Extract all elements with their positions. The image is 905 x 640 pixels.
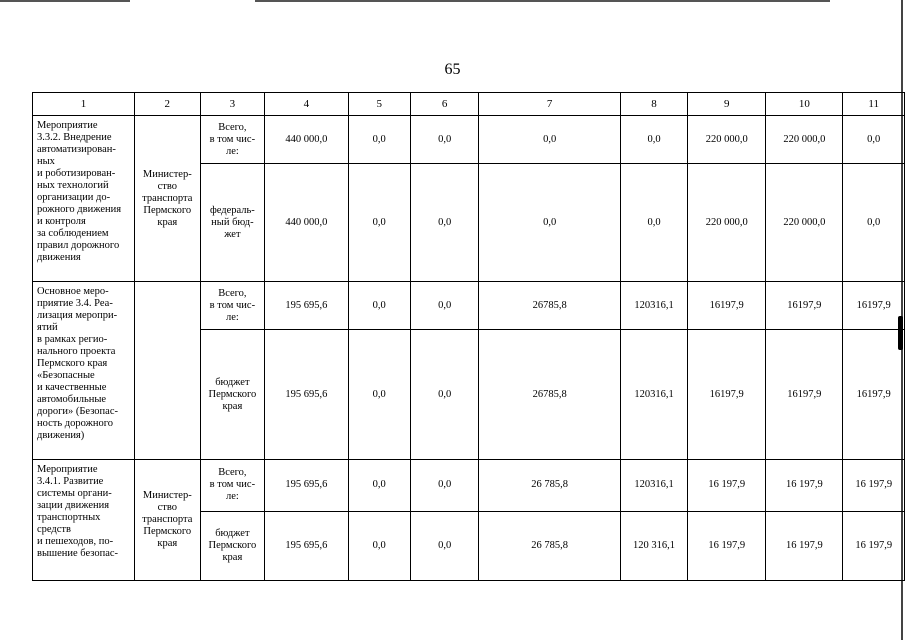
- value-cell: 0,0: [410, 330, 479, 460]
- funding-source: Всего, в том чис- ле:: [200, 116, 265, 164]
- funding-source: Всего, в том чис- ле:: [200, 460, 265, 512]
- value-cell: 0,0: [479, 116, 620, 164]
- column-header: 4: [265, 93, 348, 116]
- table-row: [33, 460, 905, 512]
- measure-name: Мероприятие 3.3.2. Внедрение автоматизирован- ных и роботизирован- ных технологий организации до- рожного движения и контроля за соблюдением правил дорожного движения: [33, 116, 135, 282]
- page-number: 65: [444, 61, 461, 78]
- column-header: 3: [200, 93, 265, 116]
- value-cell: 195 695,6: [265, 511, 348, 580]
- value-cell: 0,0: [348, 164, 410, 282]
- value-cell: 440 000,0: [265, 116, 348, 164]
- value-cell: 0,0: [348, 330, 410, 460]
- column-header: 8: [620, 93, 687, 116]
- value-cell: 16197,9: [688, 330, 766, 460]
- value-cell: 0,0: [348, 460, 410, 512]
- executor-cell: [134, 282, 200, 460]
- value-cell: 220 000,0: [766, 164, 843, 282]
- value-cell: 16 197,9: [688, 460, 766, 512]
- value-cell: 16 197,9: [843, 511, 905, 580]
- value-cell: 0,0: [843, 116, 905, 164]
- column-header: 7: [479, 93, 620, 116]
- value-cell: 0,0: [410, 282, 479, 330]
- table-row: [33, 116, 905, 164]
- value-cell: 120316,1: [620, 330, 687, 460]
- value-cell: 16 197,9: [766, 460, 843, 512]
- executor-cell: Министер- ство транспорта Пермского края: [134, 116, 200, 282]
- funding-source: бюджет Пермского края: [200, 511, 265, 580]
- value-cell: 220 000,0: [688, 116, 766, 164]
- column-header: 2: [134, 93, 200, 116]
- value-cell: 120 316,1: [620, 511, 687, 580]
- column-number-row: [33, 93, 905, 116]
- value-cell: 0,0: [348, 116, 410, 164]
- value-cell: 26785,8: [479, 282, 620, 330]
- funding-source: федераль- ный бюд- жет: [200, 164, 265, 282]
- value-cell: 0,0: [620, 164, 687, 282]
- measure-name: [33, 460, 135, 581]
- column-header: 5: [348, 93, 410, 116]
- column-header: 6: [410, 93, 479, 116]
- value-cell: 26785,8: [479, 330, 620, 460]
- value-cell: 440 000,0: [265, 164, 348, 282]
- funding-source: Всего, в том чис- ле:: [200, 282, 265, 330]
- scan-edge-line: [255, 0, 830, 2]
- value-cell: 16197,9: [843, 330, 905, 460]
- value-cell: 16 197,9: [766, 511, 843, 580]
- value-cell: 16197,9: [766, 330, 843, 460]
- value-cell: 0,0: [620, 116, 687, 164]
- value-cell: 16 197,9: [688, 511, 766, 580]
- value-cell: 220 000,0: [688, 164, 766, 282]
- value-cell: 26 785,8: [479, 511, 620, 580]
- value-cell: 120316,1: [620, 460, 687, 512]
- column-header: 10: [766, 93, 843, 116]
- value-cell: 195 695,6: [265, 282, 348, 330]
- value-cell: 0,0: [348, 511, 410, 580]
- column-header: 1: [33, 93, 135, 116]
- scan-edge-line: [0, 0, 130, 2]
- value-cell: 16 197,9: [843, 460, 905, 512]
- value-cell: 16197,9: [688, 282, 766, 330]
- value-cell: 0,0: [410, 460, 479, 512]
- table-row: [33, 282, 905, 330]
- funding-source: бюджет Пермского края: [200, 330, 265, 460]
- value-cell: 16197,9: [843, 282, 905, 330]
- value-cell: 16197,9: [766, 282, 843, 330]
- value-cell: 220 000,0: [766, 116, 843, 164]
- value-cell: 0,0: [410, 164, 479, 282]
- value-cell: 0,0: [410, 511, 479, 580]
- value-cell: 0,0: [348, 282, 410, 330]
- value-cell: 120316,1: [620, 282, 687, 330]
- measure-name-text: Мероприятие 3.4.1. Развитие системы органи- зации движения транспортных средств и пешеходов, по- вышение безопас-: [37, 464, 119, 559]
- executor-cell: Министер- ство транспорта Пермского края: [134, 460, 200, 581]
- budget-table: [32, 92, 905, 581]
- column-header: 9: [688, 93, 766, 116]
- column-header: 11: [843, 93, 905, 116]
- value-cell: 0,0: [843, 164, 905, 282]
- value-cell: 26 785,8: [479, 460, 620, 512]
- value-cell: 195 695,6: [265, 330, 348, 460]
- value-cell: 195 695,6: [265, 460, 348, 512]
- value-cell: 0,0: [479, 164, 620, 282]
- value-cell: 0,0: [410, 116, 479, 164]
- measure-name: Основное меро- приятие 3.4. Реа- лизация меропри- ятий в рамках регио- нального проекта Пермского края «Безопасные и качественные автомобильные дороги» (Безопас- ность дорожного движения): [33, 282, 135, 460]
